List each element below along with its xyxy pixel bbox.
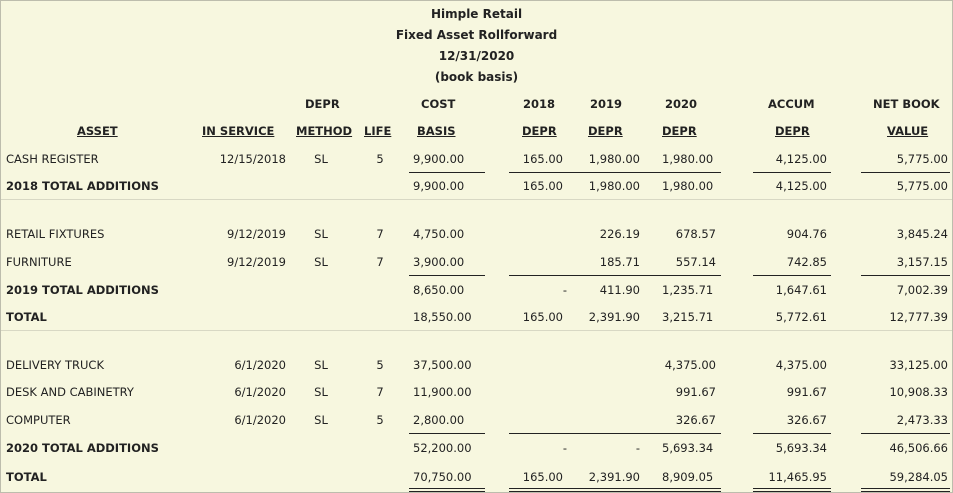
useful-life: 5 bbox=[376, 152, 384, 166]
header-accum: ACCUM bbox=[768, 97, 815, 111]
in-service-date: 6/1/2020 bbox=[234, 413, 286, 427]
underline bbox=[509, 275, 721, 276]
underline bbox=[861, 172, 950, 173]
cost-basis: 8,650.00 bbox=[413, 283, 465, 297]
depr-2020: 5,693.34 bbox=[662, 441, 714, 455]
double-underline bbox=[509, 488, 721, 492]
depr-method: SL bbox=[314, 255, 328, 269]
depr-2020: 4,375.00 bbox=[664, 358, 716, 372]
depr-2020: 1,235.71 bbox=[662, 283, 714, 297]
in-service-date: 12/15/2018 bbox=[219, 152, 286, 166]
depr-method: SL bbox=[314, 385, 328, 399]
double-underline bbox=[861, 488, 950, 492]
in-service-date: 6/1/2020 bbox=[234, 358, 286, 372]
total-label: TOTAL bbox=[6, 310, 47, 324]
accum-depr: 4,375.00 bbox=[775, 358, 827, 372]
net-book-value: 33,125.00 bbox=[889, 358, 948, 372]
report-title: Fixed Asset Rollforward bbox=[395, 28, 558, 42]
underline bbox=[753, 275, 831, 276]
depr-2018: 165.00 bbox=[522, 152, 563, 166]
row-divider bbox=[1, 199, 952, 200]
header-depr: DEPR bbox=[305, 97, 340, 111]
depr-2018: 165.00 bbox=[522, 310, 563, 324]
accum-depr: 991.67 bbox=[786, 385, 827, 399]
net-book-value: 3,845.24 bbox=[896, 227, 948, 241]
header-depr-2020: DEPR bbox=[662, 124, 697, 138]
net-book-value: 3,157.15 bbox=[896, 255, 948, 269]
accum-depr: 4,125.00 bbox=[775, 179, 827, 193]
underline bbox=[753, 172, 831, 173]
cost-basis: 4,750.00 bbox=[413, 227, 465, 241]
subtotal-label: 2018 TOTAL ADDITIONS bbox=[6, 179, 159, 193]
asset-name: COMPUTER bbox=[6, 413, 71, 427]
header-2019: 2019 bbox=[590, 97, 623, 111]
depr-2020: 1,980.00 bbox=[662, 152, 714, 166]
underline bbox=[409, 275, 485, 276]
depr-2018: 165.00 bbox=[522, 470, 563, 484]
depr-2020: 8,909.05 bbox=[662, 470, 714, 484]
accum-depr: 742.85 bbox=[786, 255, 827, 269]
depr-method: SL bbox=[314, 358, 328, 372]
header-method: METHOD bbox=[296, 124, 353, 138]
underline bbox=[409, 172, 485, 173]
asset-name: FURNITURE bbox=[6, 255, 72, 269]
subtotal-label: 2019 TOTAL ADDITIONS bbox=[6, 283, 159, 297]
double-underline bbox=[753, 488, 831, 492]
accum-depr: 326.67 bbox=[786, 413, 827, 427]
depr-method: SL bbox=[314, 227, 328, 241]
useful-life: 7 bbox=[376, 255, 384, 269]
cost-basis: 11,900.00 bbox=[413, 385, 472, 399]
depr-2019: 1,980.00 bbox=[588, 152, 640, 166]
accum-depr: 1,647.61 bbox=[775, 283, 827, 297]
cost-basis: 37,500.00 bbox=[413, 358, 472, 372]
accum-depr: 5,772.61 bbox=[775, 310, 827, 324]
cost-basis: 9,900.00 bbox=[413, 152, 465, 166]
header-net-book: NET BOOK bbox=[873, 97, 940, 111]
depr-2018: - bbox=[562, 441, 567, 455]
underline bbox=[409, 433, 485, 434]
report-date: 12/31/2020 bbox=[438, 49, 515, 63]
net-book-value: 46,506.66 bbox=[889, 441, 948, 455]
useful-life: 7 bbox=[376, 385, 384, 399]
double-underline bbox=[409, 488, 485, 492]
cost-basis: 70,750.00 bbox=[413, 470, 472, 484]
asset-name: DELIVERY TRUCK bbox=[6, 358, 104, 372]
depr-2020: 991.67 bbox=[675, 385, 716, 399]
depr-method: SL bbox=[314, 413, 328, 427]
depr-2019: 226.19 bbox=[599, 227, 640, 241]
depr-2019: 411.90 bbox=[599, 283, 640, 297]
header-cost: COST bbox=[421, 97, 456, 111]
in-service-date: 9/12/2019 bbox=[227, 227, 286, 241]
company-name: Himple Retail bbox=[430, 7, 523, 21]
header-asset: ASSET bbox=[77, 124, 118, 138]
in-service-date: 9/12/2019 bbox=[227, 255, 286, 269]
total-label: TOTAL bbox=[6, 470, 47, 484]
asset-name: CASH REGISTER bbox=[6, 152, 99, 166]
header-life: LIFE bbox=[364, 124, 392, 138]
depr-2020: 557.14 bbox=[675, 255, 716, 269]
depr-method: SL bbox=[314, 152, 328, 166]
row-divider bbox=[1, 330, 952, 331]
accum-depr: 904.76 bbox=[786, 227, 827, 241]
cost-basis: 2,800.00 bbox=[413, 413, 465, 427]
asset-name: DESK AND CABINETRY bbox=[6, 385, 134, 399]
underline bbox=[861, 433, 950, 434]
net-book-value: 12,777.39 bbox=[889, 310, 948, 324]
depr-2020: 326.67 bbox=[675, 413, 716, 427]
useful-life: 5 bbox=[376, 358, 384, 372]
header-value: VALUE bbox=[887, 124, 929, 138]
accum-depr: 4,125.00 bbox=[775, 152, 827, 166]
subtotal-label: 2020 TOTAL ADDITIONS bbox=[6, 441, 159, 455]
useful-life: 5 bbox=[376, 413, 384, 427]
depr-2020: 678.57 bbox=[675, 227, 716, 241]
net-book-value: 7,002.39 bbox=[896, 283, 948, 297]
header-basis: BASIS bbox=[417, 124, 456, 138]
accum-depr: 5,693.34 bbox=[775, 441, 827, 455]
asset-name: RETAIL FIXTURES bbox=[6, 227, 105, 241]
cost-basis: 3,900.00 bbox=[413, 255, 465, 269]
header-2020: 2020 bbox=[665, 97, 698, 111]
depr-2019: 2,391.90 bbox=[588, 310, 640, 324]
depr-2020: 1,980.00 bbox=[662, 179, 714, 193]
net-book-value: 59,284.05 bbox=[889, 470, 948, 484]
depr-2019: 185.71 bbox=[599, 255, 640, 269]
underline bbox=[753, 433, 831, 434]
net-book-value: 10,908.33 bbox=[889, 385, 948, 399]
header-depr-2018: DEPR bbox=[522, 124, 557, 138]
header-accum-depr: DEPR bbox=[775, 124, 810, 138]
header-2018: 2018 bbox=[523, 97, 556, 111]
depr-2019: 1,980.00 bbox=[588, 179, 640, 193]
depr-2019: 2,391.90 bbox=[588, 470, 640, 484]
cost-basis: 18,550.00 bbox=[413, 310, 472, 324]
depr-2020: 3,215.71 bbox=[662, 310, 714, 324]
useful-life: 7 bbox=[376, 227, 384, 241]
depr-2019: - bbox=[635, 441, 640, 455]
depr-2018: - bbox=[562, 283, 567, 297]
accum-depr: 11,465.95 bbox=[768, 470, 827, 484]
report-basis: (book basis) bbox=[434, 70, 519, 84]
in-service-date: 6/1/2020 bbox=[234, 385, 286, 399]
net-book-value: 2,473.33 bbox=[896, 413, 948, 427]
cost-basis: 52,200.00 bbox=[413, 441, 472, 455]
header-depr-2019: DEPR bbox=[588, 124, 623, 138]
underline bbox=[509, 433, 721, 434]
underline bbox=[861, 275, 950, 276]
cost-basis: 9,900.00 bbox=[413, 179, 465, 193]
net-book-value: 5,775.00 bbox=[896, 152, 948, 166]
underline bbox=[509, 172, 721, 173]
depr-2018: 165.00 bbox=[522, 179, 563, 193]
net-book-value: 5,775.00 bbox=[896, 179, 948, 193]
header-in-service: IN SERVICE bbox=[202, 124, 275, 138]
